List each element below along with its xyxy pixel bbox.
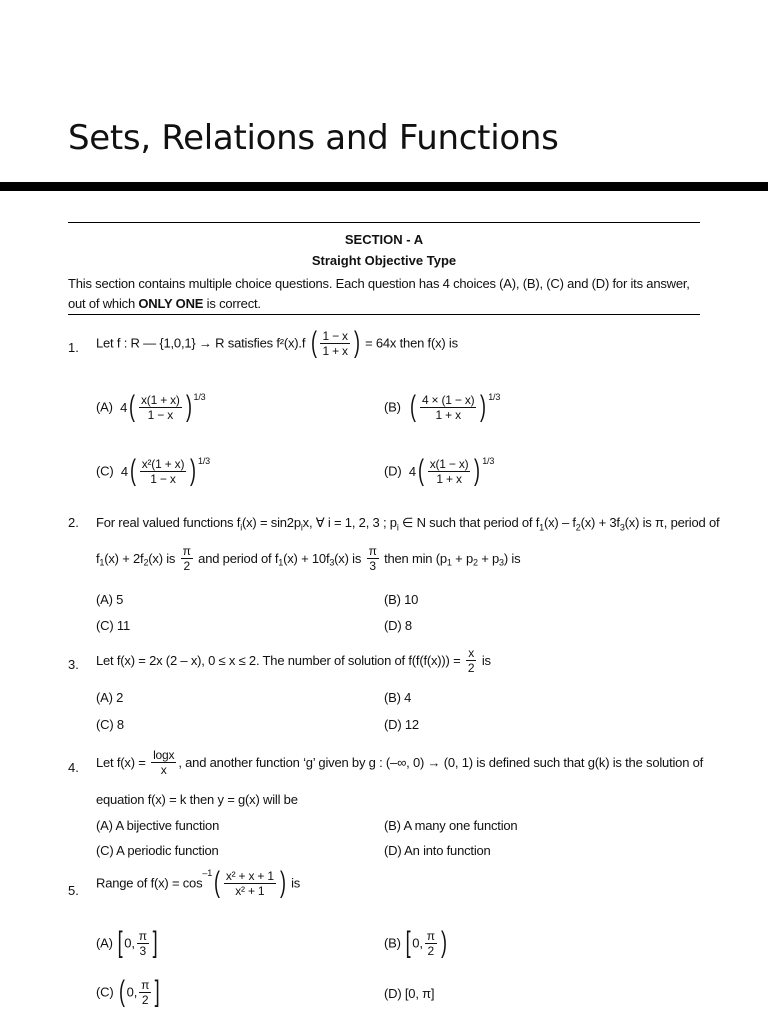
option-c[interactable]: (C) A periodic function (96, 843, 219, 858)
question-number: 5. (68, 883, 79, 898)
question-5-text: Range of $f(x) = \cos^{-1}$( $\frac{\text{x² + x + 1}}{\text{x² + 1}}$ ) is (96, 866, 301, 899)
section-type: Straight Objective Type (311, 253, 457, 268)
question-2-line-1: For real valued functions $f_i(x) = \sin 2p_ix$, ∀ i = 1, 2, 3 ; $p_i$ ∈ N such that period of $f_1(x) - f_2(x) + 3f_3(x)$ is π, period of (96, 515, 720, 533)
question-4-text: Let f(x) = $\frac{\log x}{x}$ , and another function ‘g’ given by g : (–∞, 0) → (0, 1) is defined such that g(k) is the solution of (96, 748, 704, 777)
question-number: 2. (68, 515, 79, 530)
question-1-text: Let f : R — {1,0,1} → R satisfies f²(x).f ( $\frac{1 - x}{1 + x}$ ) = 64x then f(x) is (96, 326, 458, 359)
option-d[interactable]: (D) [0, π] (384, 986, 435, 1001)
option-d[interactable]: (D) An into function (384, 843, 491, 858)
title-divider (0, 182, 768, 191)
page-title: Sets, Relations and Functions (68, 118, 559, 158)
fraction: $\frac{1 - x}{1 + x}$ (322, 328, 348, 358)
question-3-text: Let f(x) = 2x (2 – x), 0 ≤ x ≤ 2. The number of solution of f(f(f(x))) = $\frac{x}{2}$ is (96, 646, 491, 675)
option-d[interactable]: (D) 12 (384, 717, 419, 732)
option-a[interactable]: (A) [ 0, $\frac{\pi}{3}$ ] (96, 926, 158, 959)
question-number: 4. (68, 760, 79, 775)
question-4-line-2: equation f(x) = k then y = g(x) will be (96, 792, 298, 807)
option-b[interactable]: (B) [ 0, $\frac{\pi}{2}$ ) (384, 926, 447, 959)
option-a[interactable]: (A) 4( $\frac{x(1 + x)}{1 - x}$ ) $^{1/3}$ (96, 390, 206, 423)
option-c[interactable]: (C) ( 0, $\frac{\pi}{2}$ ] (96, 975, 160, 1008)
option-a[interactable]: (A) 5 (96, 592, 124, 607)
section-top-rule (68, 222, 700, 223)
question-number: 3. (68, 657, 79, 672)
option-d[interactable]: (D) 4( $\frac{x(1 - x)}{1 + x}$ ) $^{1/3}$ (384, 454, 495, 487)
option-a[interactable]: (A) 2 (96, 690, 124, 705)
section-bottom-rule (68, 314, 700, 315)
question-number: 1. (68, 340, 79, 355)
option-b[interactable]: (B) A many one function (384, 818, 518, 833)
section-heading: SECTION - A (344, 232, 424, 247)
option-b[interactable]: (B) 10 (384, 592, 419, 607)
option-c[interactable]: (C) 11 (96, 618, 130, 633)
option-d[interactable]: (D) 8 (384, 618, 412, 633)
option-a[interactable]: (A) A bijective function (96, 818, 220, 833)
option-b[interactable]: (B) ( $\frac{4 \times (1 - x)}{1 + x}$ ) $^{1/3}$ (384, 390, 501, 423)
question-2-line-2: $f_1(x) + 2f_2(x)$ is $\frac{\pi}{2}$ and period of $f_1(x) + 10f_3(x)$ is $\frac{\pi}{3}$ then $\min (p_1 + p_2 + p_3)$ is (96, 544, 521, 573)
option-c[interactable]: (C) 4( $\frac{\text{x²(1 + x)}}{1 - x}$ ) $^{1/3}$ (96, 454, 210, 487)
option-c[interactable]: (C) 8 (96, 717, 124, 732)
option-b[interactable]: (B) 4 (384, 690, 412, 705)
section-instructions: This section contains multiple choice questions. Each question has 4 choices (A), (B), (C) and (D) for its answer, out of which ONLY ONE is correct. (68, 276, 690, 311)
